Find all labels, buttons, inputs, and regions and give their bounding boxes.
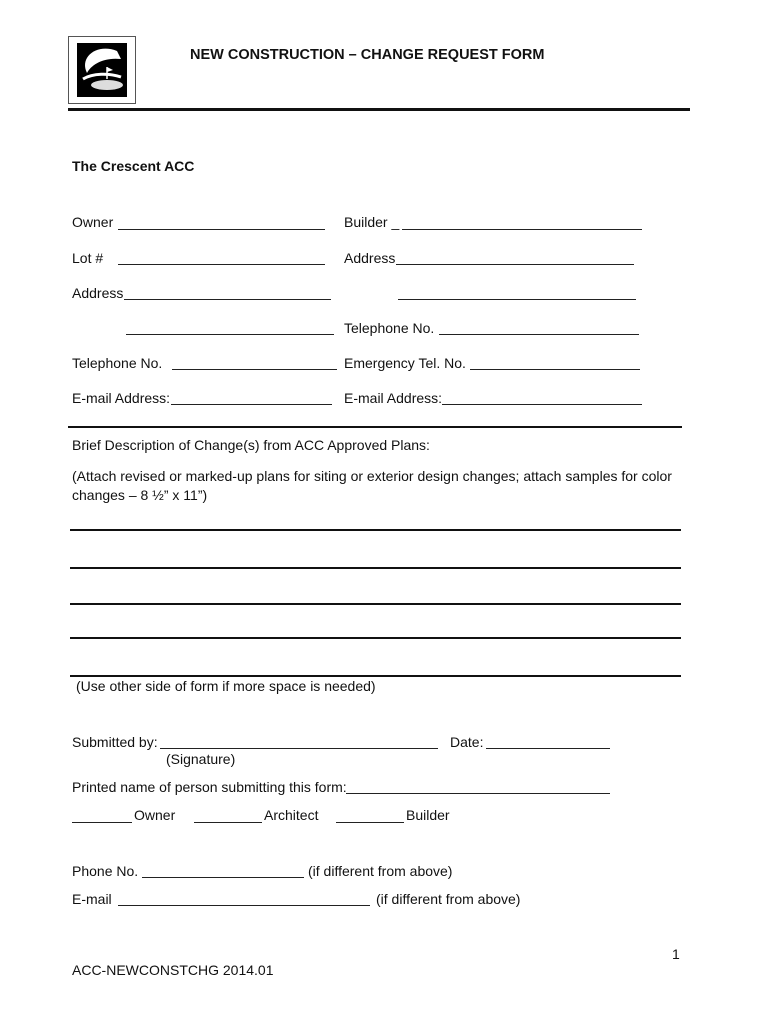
description-instructions: (Attach revised or marked-up plans for siting or exterior design changes; attach samples for color changes – 8 ½” x 11”) bbox=[72, 468, 672, 503]
page-number: 1 bbox=[672, 946, 680, 962]
builder-field[interactable] bbox=[402, 229, 642, 230]
phone-label: Phone No. bbox=[72, 863, 139, 879]
owner-label: Owner bbox=[72, 214, 114, 230]
owner-telephone-label: Telephone No. bbox=[72, 355, 163, 371]
section-divider bbox=[68, 426, 682, 428]
builder-telephone-field[interactable] bbox=[439, 334, 639, 335]
builder-checkbox-line[interactable] bbox=[336, 822, 404, 823]
lot-label: Lot # bbox=[72, 250, 104, 266]
more-space-note: (Use other side of form if more space is needed) bbox=[76, 678, 376, 694]
builder-email-label: E-mail Address: bbox=[344, 390, 443, 406]
printed-name-label: Printed name of person submitting this form: bbox=[72, 779, 347, 795]
form-code: ACC-NEWCONSTCHG 2014.01 bbox=[72, 962, 274, 978]
owner-telephone-field[interactable] bbox=[172, 369, 337, 370]
phone-field[interactable] bbox=[142, 877, 304, 878]
printed-name-field[interactable] bbox=[346, 793, 610, 794]
description-line-2[interactable] bbox=[70, 567, 681, 569]
page-title: NEW CONSTRUCTION – CHANGE REQUEST FORM bbox=[190, 47, 545, 63]
owner-field[interactable] bbox=[118, 229, 325, 230]
description-heading: Brief Description of Change(s) from ACC Approved Plans: bbox=[72, 437, 430, 453]
role-owner-label: Owner bbox=[134, 807, 176, 823]
builder-address-field[interactable] bbox=[396, 264, 634, 265]
date-label: Date: bbox=[450, 734, 484, 750]
emergency-telephone-field[interactable] bbox=[470, 369, 640, 370]
email-note: (if different from above) bbox=[376, 891, 521, 907]
builder-label: Builder _ bbox=[344, 214, 400, 230]
signature-caption: (Signature) bbox=[166, 751, 236, 767]
date-field[interactable] bbox=[486, 748, 610, 749]
email-label: E-mail bbox=[72, 891, 112, 907]
emergency-telephone-label: Emergency Tel. No. bbox=[344, 355, 466, 371]
owner-email-label: E-mail Address: bbox=[72, 390, 171, 406]
signature-field[interactable] bbox=[160, 748, 438, 749]
submitted-by-label: Submitted by: bbox=[72, 734, 158, 750]
owner-address-label: Address bbox=[72, 285, 124, 301]
role-builder-label: Builder bbox=[406, 807, 450, 823]
owner-email-field[interactable] bbox=[171, 404, 332, 405]
description-line-3[interactable] bbox=[70, 603, 681, 605]
description-line-5[interactable] bbox=[70, 675, 681, 677]
description-line-4[interactable] bbox=[70, 637, 681, 639]
architect-checkbox-line[interactable] bbox=[194, 822, 262, 823]
crescent-golf-logo-icon bbox=[77, 43, 127, 97]
owner-address-field[interactable] bbox=[124, 299, 331, 300]
header-rule bbox=[68, 108, 690, 111]
email-field[interactable] bbox=[118, 905, 370, 906]
description-line-1[interactable] bbox=[70, 529, 681, 531]
lot-field[interactable] bbox=[118, 264, 325, 265]
builder-telephone-label: Telephone No. bbox=[344, 320, 435, 336]
role-architect-label: Architect bbox=[264, 807, 319, 823]
builder-address-label: Address bbox=[344, 250, 396, 266]
organization-name: The Crescent ACC bbox=[72, 158, 195, 174]
builder-email-field[interactable] bbox=[442, 404, 642, 405]
owner-address-line2[interactable] bbox=[126, 334, 334, 335]
owner-checkbox-line[interactable] bbox=[72, 822, 132, 823]
logo bbox=[68, 36, 136, 104]
builder-address-line2[interactable] bbox=[398, 299, 636, 300]
phone-note: (if different from above) bbox=[308, 863, 453, 879]
